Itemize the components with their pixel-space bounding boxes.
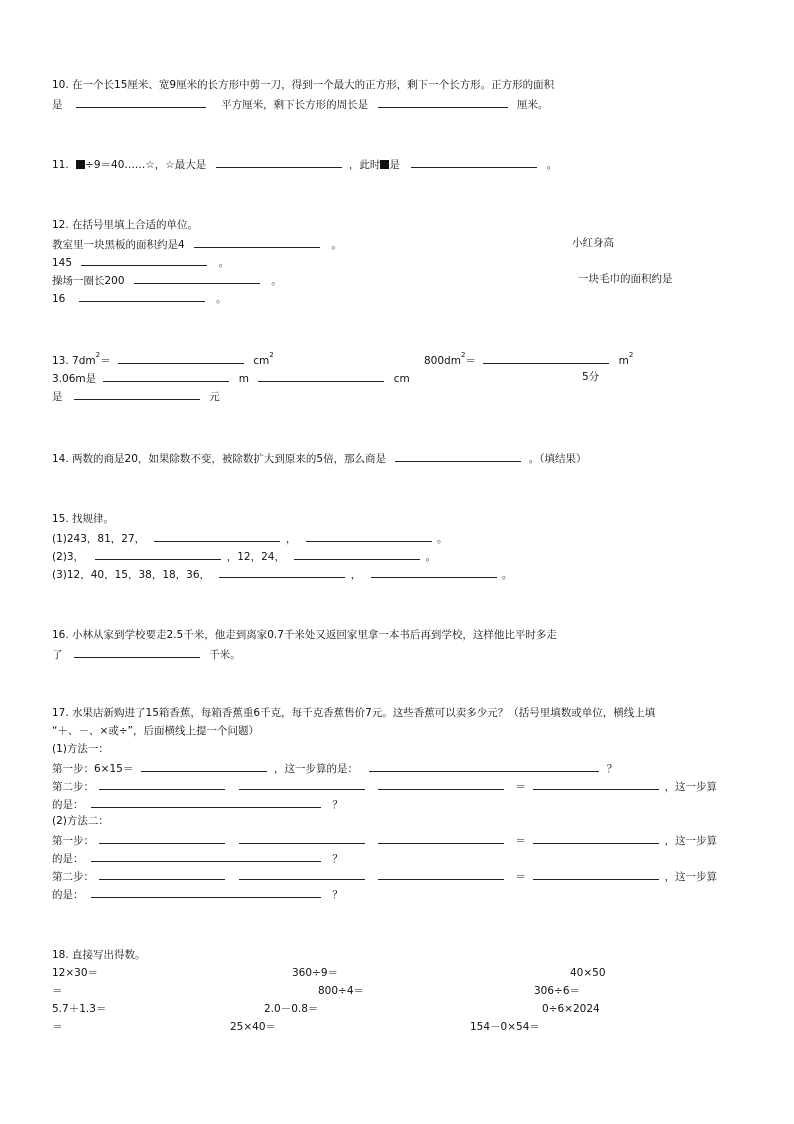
q16-line2 (52, 646, 241, 660)
q13-m2-blank[interactable] (483, 352, 609, 364)
q15-r2-blank-1[interactable] (95, 548, 221, 560)
q17-m2-step1-meaning (52, 850, 343, 864)
q13-yuan-blank[interactable] (74, 388, 200, 400)
q15-r2-blank-2[interactable] (294, 548, 420, 560)
q17-m2-s1-blank-1[interactable] (99, 832, 225, 844)
q17-m2-s2-meaning-blank[interactable] (91, 886, 321, 898)
q15-row-1 (52, 530, 448, 544)
q11-is: 是 (389, 159, 400, 171)
q13-a-sup: 2 (95, 351, 101, 359)
q17-m2-s1-blank-2[interactable] (378, 832, 504, 844)
q16-extra-distance-blank[interactable] (74, 646, 200, 658)
q17-method2-title: (2)方法二： (52, 815, 109, 827)
q13-d-prefix: 5分 (582, 371, 600, 383)
q10-text-a: 是 (52, 99, 63, 111)
q12-a-end: 。 (331, 239, 342, 251)
q18-r3a: 5.7＋1.3＝ (52, 1003, 107, 1015)
q13-a-eq: ＝ (100, 355, 111, 367)
q12-blackboard-unit-blank[interactable] (194, 236, 320, 248)
q17-m1-step1 (52, 760, 617, 774)
q17-m1-s2-result-blank[interactable] (533, 778, 659, 790)
q17-m2-s2-prefix: 第二步： (52, 871, 94, 883)
q15-r2-mid: ，12，24， (226, 551, 285, 563)
q15-row-3 (52, 566, 512, 580)
q17-tail2: 的是： (52, 799, 84, 811)
q17-m1-s2-blank-1[interactable] (99, 778, 225, 790)
q13-b-prefix: 800dm (424, 355, 461, 367)
q15-r3-end: 。 (501, 569, 513, 581)
q11-max-blank[interactable] (216, 156, 342, 168)
q12-row-c (52, 272, 282, 286)
q17-qmark: ？ (332, 853, 343, 865)
q16-line1: 16. 小林从家到学校要走2.5千米，他走到离家0.7千米处又返回家里拿一本书后再到学校，这样他比平时多走 (52, 629, 557, 641)
q13-c-unit1: m (238, 373, 250, 385)
q17-m1-s2-operator-blank[interactable] (239, 778, 365, 790)
q13-b-eq: ＝ (465, 355, 476, 367)
q12-b2-end: 。 (218, 257, 230, 269)
q17-line2: “＋、－、×或÷”，后面横线上提一个问题） (52, 725, 259, 737)
q12-towel-unit-blank[interactable] (79, 290, 205, 302)
q15-title: 15. 找规律。 (52, 513, 115, 525)
q12-title: 12. 在括号里填上合适的单位。 (52, 219, 199, 231)
q18-r4b: 25×40＝ (230, 1021, 277, 1033)
q17-method1-title: (1)方法一： (52, 743, 109, 755)
q15-r1-end: 。 (437, 533, 448, 545)
q17-line1: 17. 水果店新购进了15箱香蕉，每箱香蕉重6千克，每千克香蕉售价7元。这些香蕉可以卖多少元？（括号里填数或单位，横线上填 (52, 707, 656, 719)
q13-row-a (52, 352, 274, 366)
q13-c-unit2: cm (393, 373, 410, 385)
q12-a-text: 教室里一块黑板的面积约是4 (52, 239, 185, 251)
q15-r1-blank-1[interactable] (154, 530, 280, 542)
q17-qmark: ？ (332, 889, 343, 901)
q14-line (52, 450, 587, 464)
q11-end: 。 (546, 159, 558, 171)
q11-formula: ÷9＝40……☆，☆最大是 (85, 159, 207, 171)
q15-r3-blank-1[interactable] (219, 566, 345, 578)
q17-tail: ，这一步算 (664, 871, 718, 883)
q17-eq: ＝ (515, 781, 526, 793)
q11-square-blank[interactable] (411, 156, 537, 168)
q15-r3-sep: ， (350, 569, 362, 581)
q14-end: 。（填结果） (528, 453, 587, 465)
q17-m1-s2-prefix: 第二步： (52, 781, 94, 793)
q17-eq: ＝ (515, 871, 526, 883)
q13-c-prefix: 3.06m是 (52, 373, 97, 385)
q17-qmark: ？ (332, 799, 343, 811)
q15-r1-sep: ， (285, 533, 297, 545)
q17-m2-s2-operator-blank[interactable] (239, 868, 365, 880)
q13-cm2-blank[interactable] (118, 352, 244, 364)
q17-m2-step2 (52, 868, 717, 882)
q11-middle: ，此时 (348, 159, 381, 171)
q15-r2-end: 。 (425, 551, 437, 563)
q18-r1a: 12×30＝ (52, 967, 99, 979)
q11-line (52, 156, 557, 170)
q12-c-text: 操场一圈长200 (52, 275, 125, 287)
q14-text: 14. 两数的商是20，如果除数不变，被除数扩大到原来的5倍，那么商是 (52, 453, 387, 465)
q17-m2-step2-meaning (52, 886, 343, 900)
q17-qmark: ？ (606, 763, 618, 775)
q15-r3-blank-2[interactable] (371, 566, 497, 578)
q13-row-c (52, 370, 410, 384)
q17-tail: ，这一步算 (664, 835, 718, 847)
q17-m2-s1-result-blank[interactable] (533, 832, 659, 844)
q17-m2-s1-prefix: 第一步： (52, 835, 94, 847)
q15-r1-blank-2[interactable] (306, 530, 432, 542)
q10-line1: 10. 在一个长15厘米、宽9厘米的长方形中剪一刀，得到一个最大的正方形，剩下一个长方形。正方形的面积 (52, 79, 555, 91)
q10-square-area-blank[interactable] (76, 96, 206, 108)
q12-b2-text: 145 (52, 257, 73, 269)
q17-m2-s1-operator-blank[interactable] (239, 832, 365, 844)
q11-number: 11. (52, 159, 69, 171)
q12-d2-text: 16 (52, 293, 66, 305)
q17-tail2: 的是： (52, 889, 84, 901)
q13-d-line2: 是 (52, 391, 63, 403)
q17-m1-step2 (52, 778, 717, 792)
q18-r4a: ＝ (52, 1021, 63, 1033)
q13-b-unit: m (618, 355, 629, 367)
q10-text-b: 平方厘米，剩下长方形的周长是 (221, 99, 369, 111)
q12-c-end: 。 (271, 275, 282, 287)
q10-text-c: 厘米。 (516, 99, 549, 111)
q17-m1-s1-result-blank[interactable] (141, 760, 267, 772)
q18-r2a: ＝ (52, 985, 63, 997)
q13-row-b (424, 352, 633, 366)
q13-m-blank[interactable] (103, 370, 229, 382)
q14-quotient-blank[interactable] (395, 450, 521, 462)
q15-r1-prefix: (1)243，81，27， (52, 533, 146, 545)
q16-text-a: 了 (52, 649, 63, 661)
q10-perimeter-blank[interactable] (378, 96, 508, 108)
q13-a-unit-sup: 2 (269, 351, 274, 359)
q17-m1-s2-blank-2[interactable] (378, 778, 504, 790)
q18-r4c: 154－0×54＝ (470, 1021, 540, 1033)
q17-m1-step2-meaning (52, 796, 343, 810)
q12-height-unit-blank[interactable] (81, 254, 207, 266)
q17-m1-s1-meaning-blank[interactable] (369, 760, 599, 772)
q18-r1c: 40×50 (570, 967, 606, 979)
q13-a-prefix: 13. 7dm (52, 355, 96, 367)
q15-row-2 (52, 548, 436, 562)
q16-text-b: 千米。 (209, 649, 241, 661)
q13-b-sup: 2 (460, 351, 466, 359)
q15-r3-prefix: (3)12，40，15，38，18，36， (52, 569, 211, 581)
q18-r1b: 360÷9＝ (292, 967, 339, 979)
q17-m1-s2-meaning-blank[interactable] (91, 796, 321, 808)
q18-r2b: 800÷4＝ (318, 985, 365, 997)
q18-r3b: 2.0－0.8＝ (264, 1003, 319, 1015)
q10-line2 (52, 96, 548, 110)
black-square-icon (76, 160, 85, 169)
q17-m2-s2-blank-2[interactable] (378, 868, 504, 880)
q13-d-unit: 元 (209, 391, 220, 403)
q17-eq: ＝ (515, 835, 526, 847)
q13-row-d (52, 388, 220, 402)
q12-track-unit-blank[interactable] (134, 272, 260, 284)
q17-m2-s2-result-blank[interactable] (533, 868, 659, 880)
q13-b-unit-sup: 2 (628, 351, 634, 359)
q13-cm-blank[interactable] (258, 370, 384, 382)
q18-r3c: 0÷6×2024 (542, 1003, 600, 1015)
q12-d-text: 一块毛巾的面积约是 (578, 273, 673, 285)
q15-r2-prefix: (2)3， (52, 551, 85, 563)
q12-row-b (52, 254, 229, 268)
q12-b-text: 小红身高 (572, 237, 614, 249)
q18-title: 18. 直接写出得数。 (52, 949, 146, 961)
q17-tail2: 的是： (52, 853, 84, 865)
q12-d2-end: 。 (216, 293, 227, 305)
q13-a-unit: cm (253, 355, 270, 367)
q17-m2-s2-blank-1[interactable] (99, 868, 225, 880)
q12-row-a (52, 236, 342, 250)
q17-m1-s1-prefix: 第一步：6×15＝ (52, 763, 134, 775)
q17-m2-step1 (52, 832, 717, 846)
q17-m1-s1-mid: ，这一步算的是： (274, 763, 359, 775)
q18-r2c: 306÷6＝ (534, 985, 581, 997)
q17-m2-s1-meaning-blank[interactable] (91, 850, 321, 862)
q17-tail: ，这一步算 (664, 781, 718, 793)
q12-row-d (52, 290, 227, 304)
